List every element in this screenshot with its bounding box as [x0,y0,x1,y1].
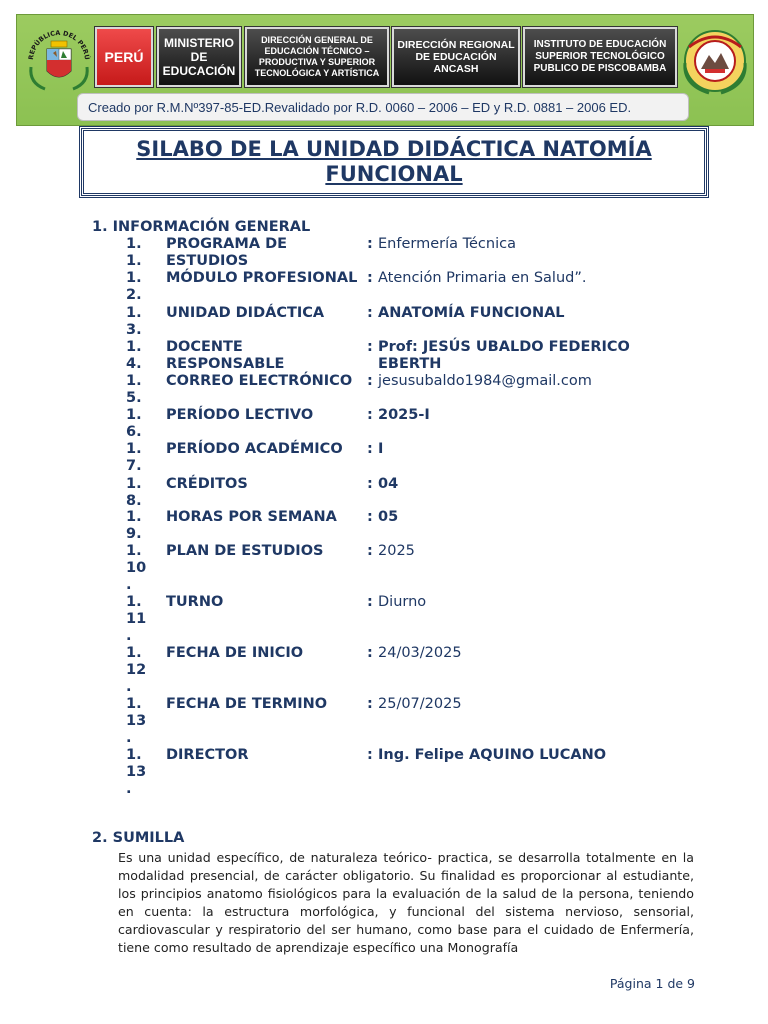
shield-caption: REPÚBLICA DEL PERÚ [26,28,92,61]
sumilla-paragraph: Es una unidad específico, de naturaleza teórico- practica, se desarrolla totalmente en la modalidad presencial, de carácter obligatorio. Su finalidad es proporcionar al estudiante, los principios anatomo fisiológicos para la evaluación de la salud de la persona, teniendo en cuenta: la estructura morfológica, y funcional del sistema nervioso, sensorial, cardiovascular y respiratorio del ser humano, como base para el cuidado de Enfermería, tiene como resultado de aprendizaje específico una Monografía [118,850,694,955]
info-row-colon: : [367,476,373,492]
info-row-number: 1. 9. [126,509,142,542]
direccion-general-box [245,27,389,87]
info-row-number: 1. 5. [126,373,142,406]
page-number: Página 1 de 9 [609,976,695,991]
info-row-number: 1. 7. [126,441,142,474]
info-row-number: 1. 11 . [126,594,147,644]
peru-text: PERÚ [104,49,144,65]
info-row-number: 1. 6. [126,407,142,440]
info-row-label: PERÍODO LECTIVO [166,407,314,423]
info-row-value: 2025-I [378,407,430,423]
ministerio-text: MINISTERIO DE EDUCACIÓN [162,36,236,78]
info-row-number: 1. 8. [126,476,142,509]
info-row-number: 1. 1. [126,236,142,269]
direccion-general-text: DIRECCIÓN GENERAL DE EDUCACIÓN TÉCNICO – PRODUCTIVA Y SUPERIOR TECNOLÓGICA Y ARTÍSTICA [254,35,380,78]
info-row-number: 1. 3. [126,305,142,338]
info-row-value: jesusubaldo1984@gmail.com [378,373,592,389]
info-row-label: FECHA DE INICIO [166,645,304,661]
info-row-label: PROGRAMA DE ESTUDIOS [166,236,288,269]
info-row-colon: : [367,696,373,712]
info-row-colon: : [367,543,373,559]
info-row-value: I [378,441,384,457]
resolution-text: Creado por R.M.Nº397-85-ED.Revalidado por R.D. 0060 – 2006 – ED y R.D. 0881 – 2006 ED. [88,99,632,115]
info-row-number: 1. 13 . [126,696,147,746]
info-row-value: Atención Primaria en Salud”. [378,270,587,286]
direccion-regional-box [392,27,520,87]
document-title: SILABO DE LA UNIDAD DIDÁCTICA NATOMÍA FUNCIONAL [136,137,652,186]
info-row-value: 04 [378,476,399,492]
info-row-colon: : [367,236,373,252]
info-row-value: 24/03/2025 [378,645,462,661]
info-row-colon: : [367,747,373,763]
instituto-box [523,27,677,87]
direccion-regional-text: DIRECCIÓN REGIONAL DE EDUCACIÓN ANCASH [397,39,515,75]
info-row-number: 1. 10 . [126,543,147,593]
info-row-label: HORAS POR SEMANA [166,509,337,525]
info-row-value: Prof: JESÚS UBALDO FEDERICO EBERTH [378,339,630,372]
info-row-number: 1. 12 . [126,645,147,695]
info-row-value: ANATOMÍA FUNCIONAL [378,305,565,321]
info-row-label: PERÍODO ACADÉMICO [166,441,343,457]
info-row-number: 1. 13 . [126,747,147,797]
info-row-label: DIRECTOR [166,747,249,763]
info-row-colon: : [367,305,373,321]
info-row-number: 1. 2. [126,270,142,303]
info-row-label: CRÉDITOS [166,476,248,492]
info-row-label: PLAN DE ESTUDIOS [166,543,324,559]
info-row-colon: : [367,373,373,389]
info-row-label: CORREO ELECTRÓNICO [166,373,353,389]
info-row-colon: : [367,407,373,423]
info-row-colon: : [367,339,373,355]
info-row-value: 25/07/2025 [378,696,462,712]
info-row-value: Ing. Felipe AQUINO LUCANO [378,747,607,763]
ministerio-box [157,27,241,87]
info-row-colon: : [367,270,373,286]
info-row-colon: : [367,441,373,457]
document-title-box [81,128,707,196]
info-row-value: Enfermería Técnica [378,236,516,252]
section-1-heading: 1. INFORMACIÓN GENERAL [92,219,311,235]
info-row-label: TURNO [166,594,224,610]
info-row-label: UNIDAD DIDÁCTICA [166,305,325,321]
info-row-value: 05 [378,509,399,525]
info-row-value: Diurno [378,594,427,610]
info-row-colon: : [367,645,373,661]
info-row-colon: : [367,509,373,525]
info-row-value: 2025 [378,543,415,559]
resolution-bar [77,93,689,121]
info-row-label: FECHA DE TERMINO [166,696,328,712]
info-row-colon: : [367,594,373,610]
institute-seal-icon [679,23,751,95]
info-row-label: DOCENTE RESPONSABLE [166,339,285,372]
banner-logos-row [17,21,753,97]
instituto-text: INSTITUTO DE EDUCACIÓN SUPERIOR TECNOLÓGICO PUBLICO DE PISCOBAMBA [533,39,667,74]
header-banner [16,14,754,126]
peru-coat-of-arms-icon [23,23,95,97]
section-2-heading: 2. SUMILLA [92,830,185,846]
peru-label [95,27,153,87]
info-row-number: 1. 4. [126,339,142,372]
info-row-label: MÓDULO PROFESIONAL [166,270,358,286]
